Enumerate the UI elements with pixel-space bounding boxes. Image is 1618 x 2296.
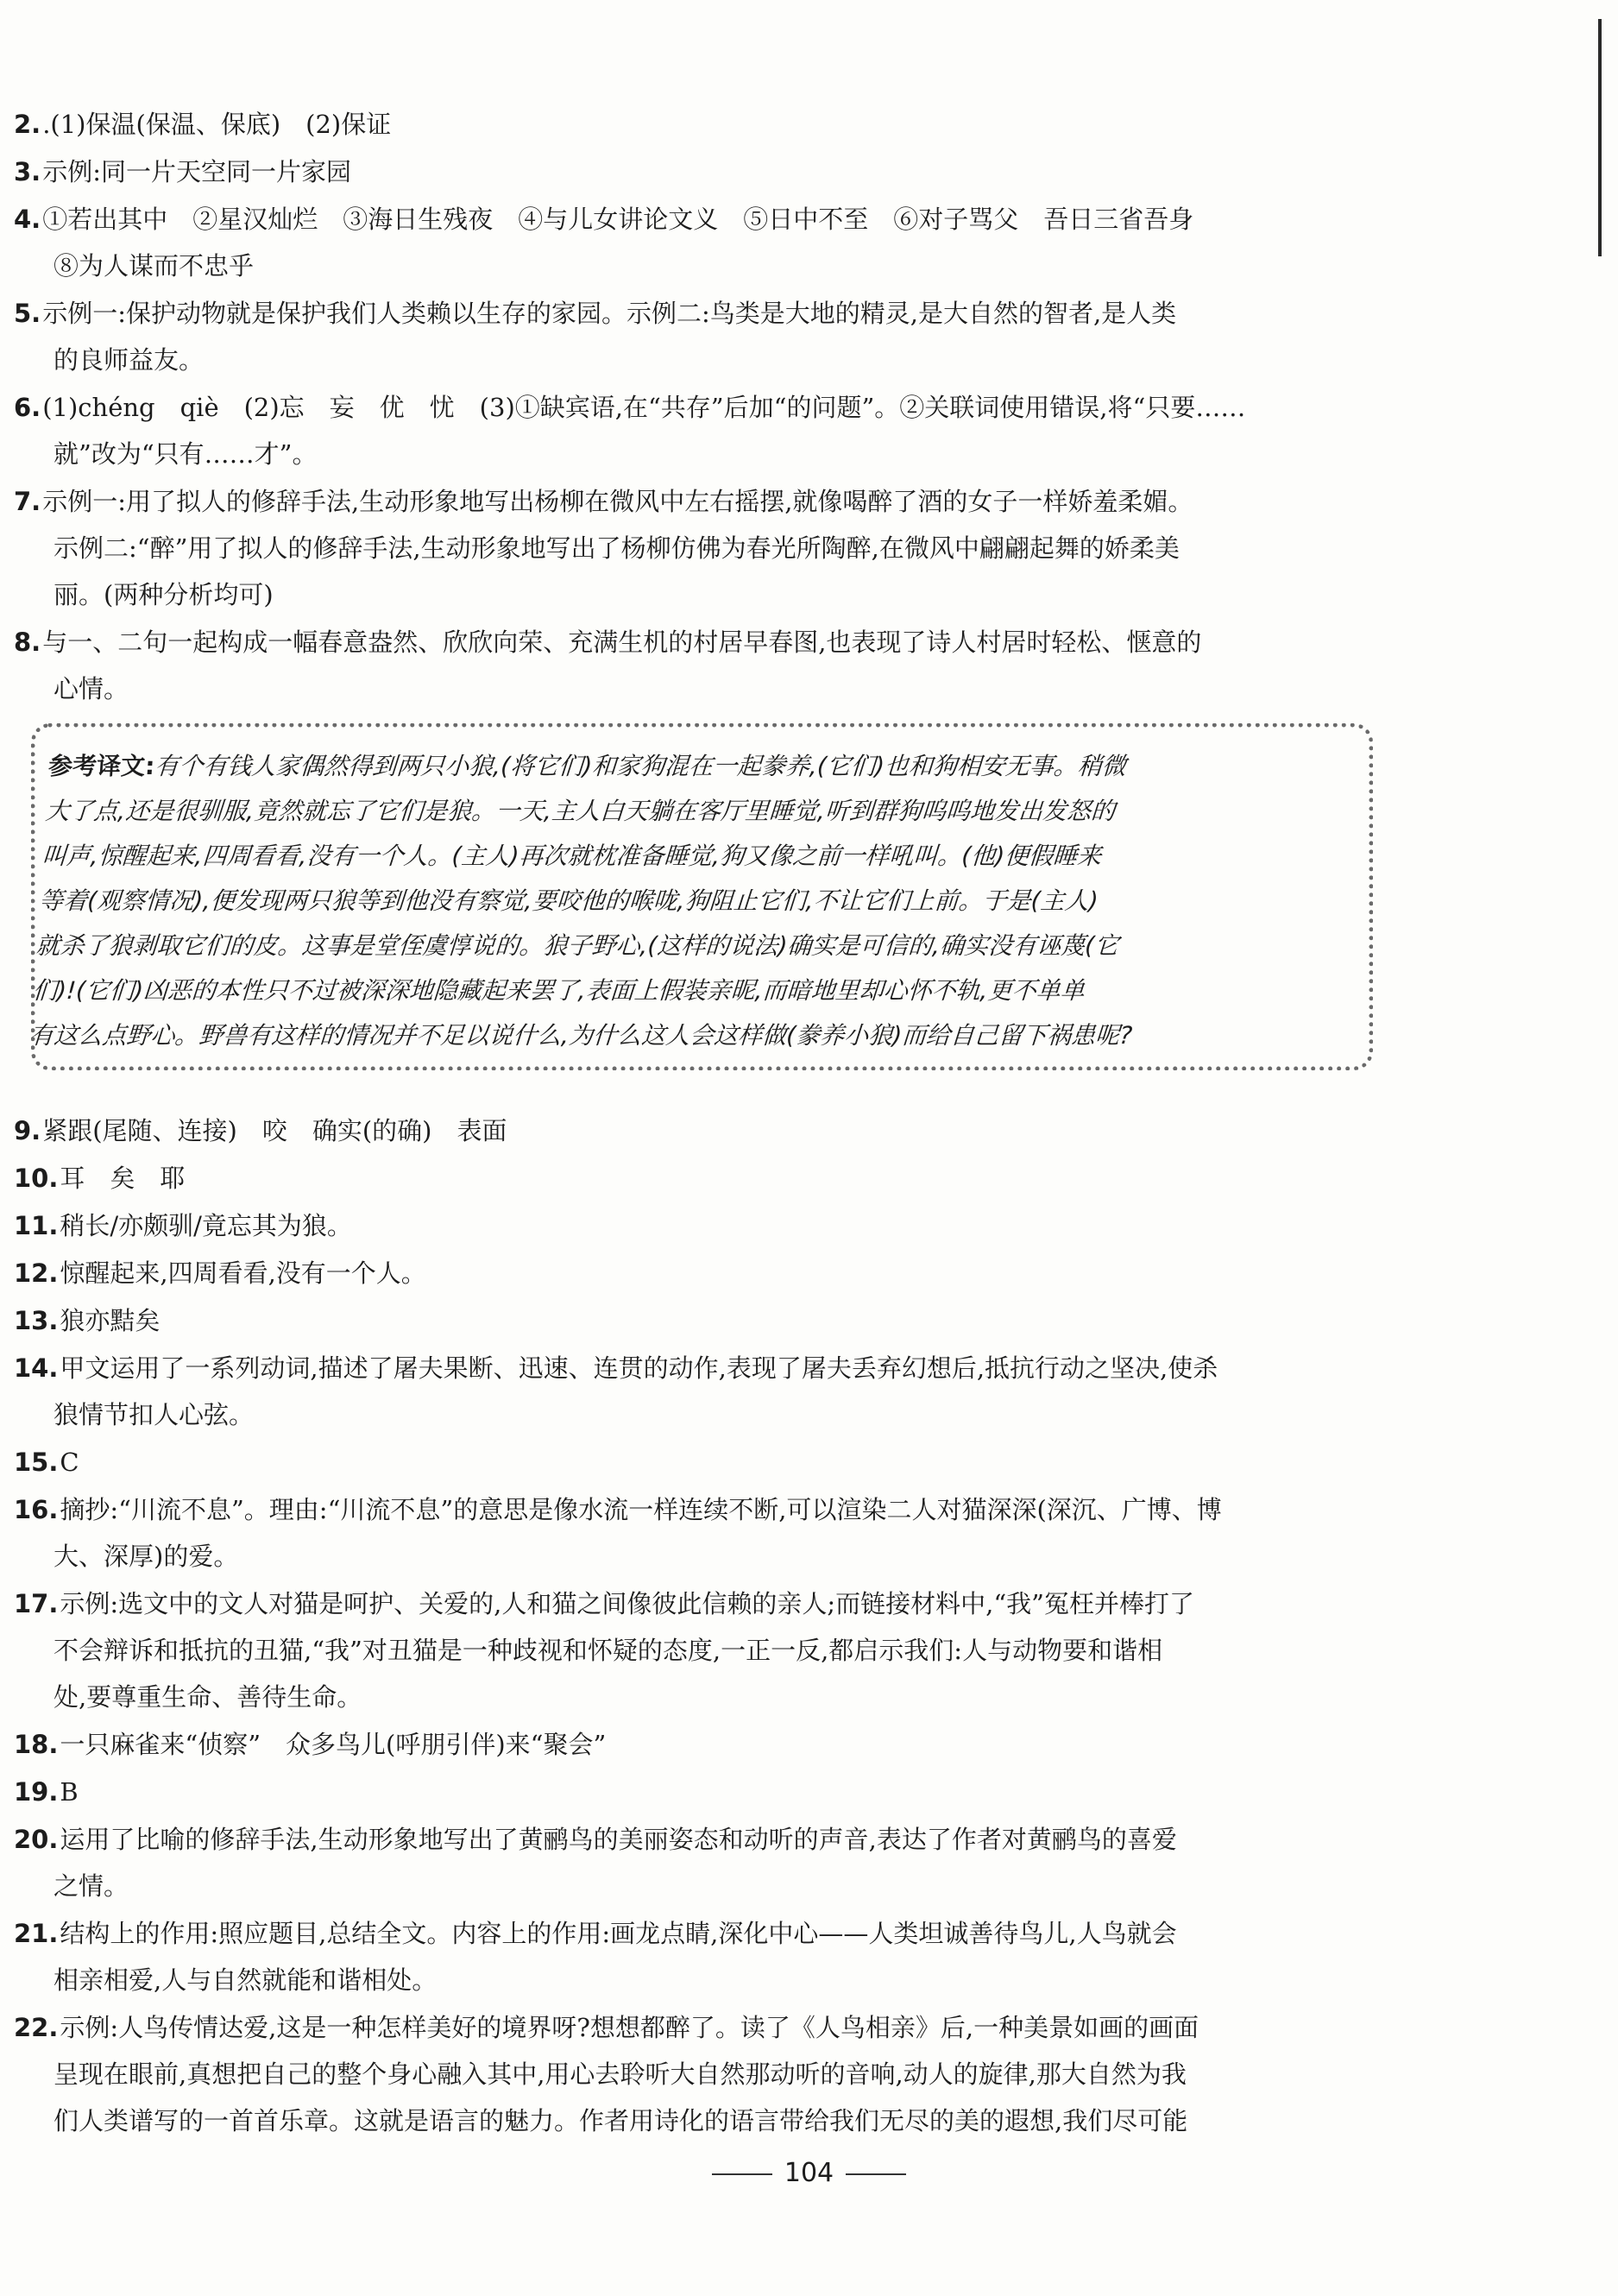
answer-number: 9. <box>14 1116 41 1145</box>
answer-item <box>14 1297 1395 1344</box>
answer-line <box>14 1391 1395 1438</box>
answer-line <box>14 1533 1395 1580</box>
translation-line <box>41 834 1347 879</box>
answer-line <box>14 1250 1395 1296</box>
answer-line <box>14 337 1395 383</box>
answer-number: 19. <box>14 1777 59 1807</box>
answer-item <box>14 1439 1395 1485</box>
answer-number: 8. <box>14 628 41 657</box>
answer-text: 之情。 <box>54 1871 129 1901</box>
translation-text: 有这么点野心。野兽有这样的情况并不足以说什么,为什么这人会这样做(豢养小狼)而给自己留下祸患呢? <box>28 1021 1134 1050</box>
answer-text: 处,要尊重生命、善待生命。 <box>54 1682 362 1712</box>
answer-text: 狼亦黠矣 <box>60 1306 161 1335</box>
translation-text: 们)!(它们)凶恶的本性只不过被深深地隐藏起来罢了,表面上假装亲昵,而暗地里却心怀不轨,更不单单 <box>31 976 1086 1005</box>
answer-item <box>14 196 1395 289</box>
answer-line <box>14 431 1395 477</box>
answer-line <box>14 1345 1395 1391</box>
translation-title: 参考译文: <box>47 752 156 780</box>
page-number-text: 104 <box>784 2158 834 2188</box>
dash-left <box>712 2173 772 2175</box>
answer-text: 一只麻雀来“侦察” 众多鸟儿(呼朋引伴)来“聚会” <box>60 1730 607 1759</box>
answer-item <box>14 1769 1395 1815</box>
answer-text: C <box>60 1448 79 1477</box>
answer-text: 与一、二句一起构成一幅春意盎然、欣欣向荣、充满生机的村居早春图,也表现了诗人村居时轻松、惬意的 <box>42 628 1202 657</box>
answer-number: 17. <box>14 1589 59 1618</box>
answer-text: 示例一:保护动物就是保护我们人类赖以生存的家园。示例二:鸟类是大地的精灵,是大自然的智者,是人类 <box>42 299 1177 328</box>
answer-text: 示例:同一片天空同一片家园 <box>42 157 351 186</box>
answer-text: 丽。(两种分析均可) <box>54 580 274 609</box>
answer-line <box>14 1721 1395 1768</box>
answer-text: ⑧为人谋而不忠乎 <box>54 251 255 281</box>
answer-text: 们人类谱写的一首首乐章。这就是语言的魅力。作者用诗化的语言带给我们无尽的美的遐想,我们尽可能 <box>54 2106 1188 2135</box>
answer-number: 13. <box>14 1306 59 1335</box>
reference-translation <box>28 744 1353 1058</box>
answer-item <box>14 1345 1395 1438</box>
answer-item <box>14 1486 1395 1580</box>
answer-number: 21. <box>14 1919 59 1948</box>
answer-line <box>14 290 1395 337</box>
answer-text: 甲文运用了一系列动词,描述了屠夫果断、迅速、连贯的动作,表现了屠夫丢弃幻想后,抵抗行动之坚决,使杀 <box>60 1353 1218 1383</box>
answer-line <box>14 1674 1395 1720</box>
answer-line <box>14 1580 1395 1627</box>
answer-line <box>14 384 1395 431</box>
answer-item <box>14 148 1395 195</box>
answer-item <box>14 384 1395 477</box>
answer-number: 18. <box>14 1730 59 1759</box>
translation-line <box>44 789 1350 834</box>
answer-line <box>14 1863 1395 1909</box>
answer-line <box>14 243 1395 289</box>
answer-item <box>14 101 1395 148</box>
answer-line <box>14 1769 1395 1815</box>
answer-number: 14. <box>14 1353 59 1383</box>
answer-number: 16. <box>14 1495 59 1524</box>
answer-text: 大、深厚)的爱。 <box>54 1542 239 1571</box>
answer-text: ①若出其中 ②星汉灿烂 ③海日生残夜 ④与儿女讲论文义 ⑤日中不至 ⑥对子骂父 吾日三省吾身 <box>42 205 1194 234</box>
answer-line <box>14 2097 1395 2144</box>
answer-text: 紧跟(尾随、连接) 咬 确实(的确) 表面 <box>42 1116 507 1145</box>
answer-text: 示例:选文中的文人对猫是呵护、关爱的,人和猫之间像彼此信赖的亲人;而链接材料中,“我”冤枉并棒打了 <box>60 1589 1195 1618</box>
answer-text: 耳 矣 耶 <box>60 1164 186 1193</box>
answer-number: 10. <box>14 1164 59 1193</box>
answer-text: (1)chéng qiè (2)忘 妄 优 忧 (3)①缺宾语,在“共存”后加“的问题”。②关联词使用错误,将“只要…… <box>42 393 1246 422</box>
answer-number: 12. <box>14 1258 59 1288</box>
answer-line <box>14 1627 1395 1674</box>
answer-item <box>14 478 1395 618</box>
translation-text: 等着(观察情况),便发现两只狼等到他没有察觉,要咬他的喉咙,狗阻止它们,不让它们上前。于是(主人) <box>38 886 1099 915</box>
translation-text: 有个有钱人家偶然得到两只小狼,(将它们)和家狗混在一起豢养,(它们)也和狗相安无事。稍微 <box>154 752 1128 780</box>
answer-item <box>14 1107 1395 1154</box>
answer-text: .(1)保温(保温、保底) (2)保证 <box>42 110 392 139</box>
answer-text: 示例:人鸟传情达爱,这是一种怎样美好的境界呀?想想都醉了。读了《人鸟相亲》后,一种美景如画的画面 <box>60 2013 1199 2042</box>
answer-line <box>14 619 1395 665</box>
answer-line <box>14 1816 1395 1863</box>
answer-line <box>14 148 1395 195</box>
translation-text: 就杀了狼剥取它们的皮。这事是堂侄虞惇说的。狼子野心,(这样的说法)确实是可信的,确实没有诬蔑(它 <box>35 931 1120 960</box>
answer-line <box>14 1155 1395 1202</box>
answer-number: 5. <box>14 299 41 328</box>
answer-text: 结构上的作用:照应题目,总结全文。内容上的作用:画龙点睛,深化中心——人类坦诚善待鸟儿,人鸟就会 <box>60 1919 1177 1948</box>
translation-text: 叫声,惊醒起来,四周看看,没有一个人。(主人)再次就枕准备睡觉,狗又像之前一样吼叫。(他)便假睡来 <box>41 842 1103 870</box>
answer-text: 惊醒起来,四周看看,没有一个人。 <box>60 1258 426 1288</box>
answer-number: 2. <box>14 110 41 139</box>
answer-line <box>14 1297 1395 1344</box>
answer-item <box>14 1202 1395 1249</box>
answer-line <box>14 1910 1395 1957</box>
answer-item <box>14 1816 1395 1909</box>
answer-line <box>14 665 1395 712</box>
answer-line <box>14 1957 1395 2003</box>
answer-line <box>14 525 1395 571</box>
answer-text: 狼情节扣人心弦。 <box>54 1400 255 1429</box>
answer-item <box>14 619 1395 712</box>
answer-line <box>14 101 1395 148</box>
answer-line <box>14 196 1395 243</box>
answer-text: 稍长/亦颇驯/竟忘其为狼。 <box>60 1211 352 1240</box>
translation-line <box>37 879 1344 924</box>
translation-line <box>35 924 1341 968</box>
answer-text: 不会辩诉和抵抗的丑猫,“我”对丑猫是一种歧视和怀疑的态度,一正一反,都启示我们:人与动物要和谐相 <box>54 1636 1163 1665</box>
translation-text: 大了点,还是很驯服,竟然就忘了它们是狼。一天,主人白天躺在客厅里睡觉,听到群狗呜呜地发出发怒的 <box>44 797 1117 825</box>
answer-line <box>14 478 1395 525</box>
answer-item <box>14 2004 1395 2144</box>
answer-text: B <box>60 1777 79 1807</box>
answer-item <box>14 1580 1395 1720</box>
answer-item <box>14 290 1395 383</box>
answer-text: 呈现在眼前,真想把自己的整个身心融入其中,用心去聆听大自然那动听的音响,动人的旋律,那大自然为我 <box>54 2059 1187 2089</box>
answer-line <box>14 1486 1395 1533</box>
answer-text: 心情。 <box>54 674 129 703</box>
answer-number: 4. <box>14 205 41 234</box>
translation-line <box>28 1013 1335 1058</box>
answer-number: 6. <box>14 393 41 422</box>
answer-number: 20. <box>14 1825 59 1854</box>
answer-text: 运用了比喻的修辞手法,生动形象地写出了黄鹂鸟的美丽姿态和动听的声音,表达了作者对黄鹂鸟的喜爱 <box>60 1825 1177 1854</box>
page-number <box>0 2158 1618 2188</box>
answer-line <box>14 2051 1395 2097</box>
answer-line <box>14 2004 1395 2051</box>
answer-line <box>14 1202 1395 1249</box>
answer-number: 3. <box>14 157 41 186</box>
answer-text: 摘抄:“川流不息”。理由:“川流不息”的意思是像水流一样连续不断,可以渲染二人对猫深深(深沉、广博、博 <box>60 1495 1222 1524</box>
answer-number: 22. <box>14 2013 59 2042</box>
answer-number: 11. <box>14 1211 59 1240</box>
answer-line <box>14 571 1395 618</box>
answer-line <box>14 1439 1395 1485</box>
answer-item <box>14 1910 1395 2003</box>
answer-text: 相亲相爱,人与自然就能和谐相处。 <box>54 1965 438 1995</box>
dash-right <box>846 2173 906 2175</box>
translation-line <box>31 968 1338 1013</box>
answer-line <box>14 1107 1395 1154</box>
answer-item <box>14 1721 1395 1768</box>
answer-text: 示例二:“醉”用了拟人的修辞手法,生动形象地写出了杨柳仿佛为春光所陶醉,在微风中翩翩起舞的娇柔美 <box>54 533 1180 563</box>
answer-number: 7. <box>14 487 41 516</box>
answer-number: 15. <box>14 1448 59 1477</box>
answer-text: 就”改为“只有……才”。 <box>54 439 318 469</box>
binding-edge-line <box>1598 19 1602 256</box>
translation-line <box>47 744 1353 789</box>
answer-text: 示例一:用了拟人的修辞手法,生动形象地写出杨柳在微风中左右摇摆,就像喝醉了酒的女子一样娇羞柔媚。 <box>42 487 1193 516</box>
answer-item <box>14 1155 1395 1202</box>
answer-text: 的良师益友。 <box>54 345 205 375</box>
answer-item <box>14 1250 1395 1296</box>
